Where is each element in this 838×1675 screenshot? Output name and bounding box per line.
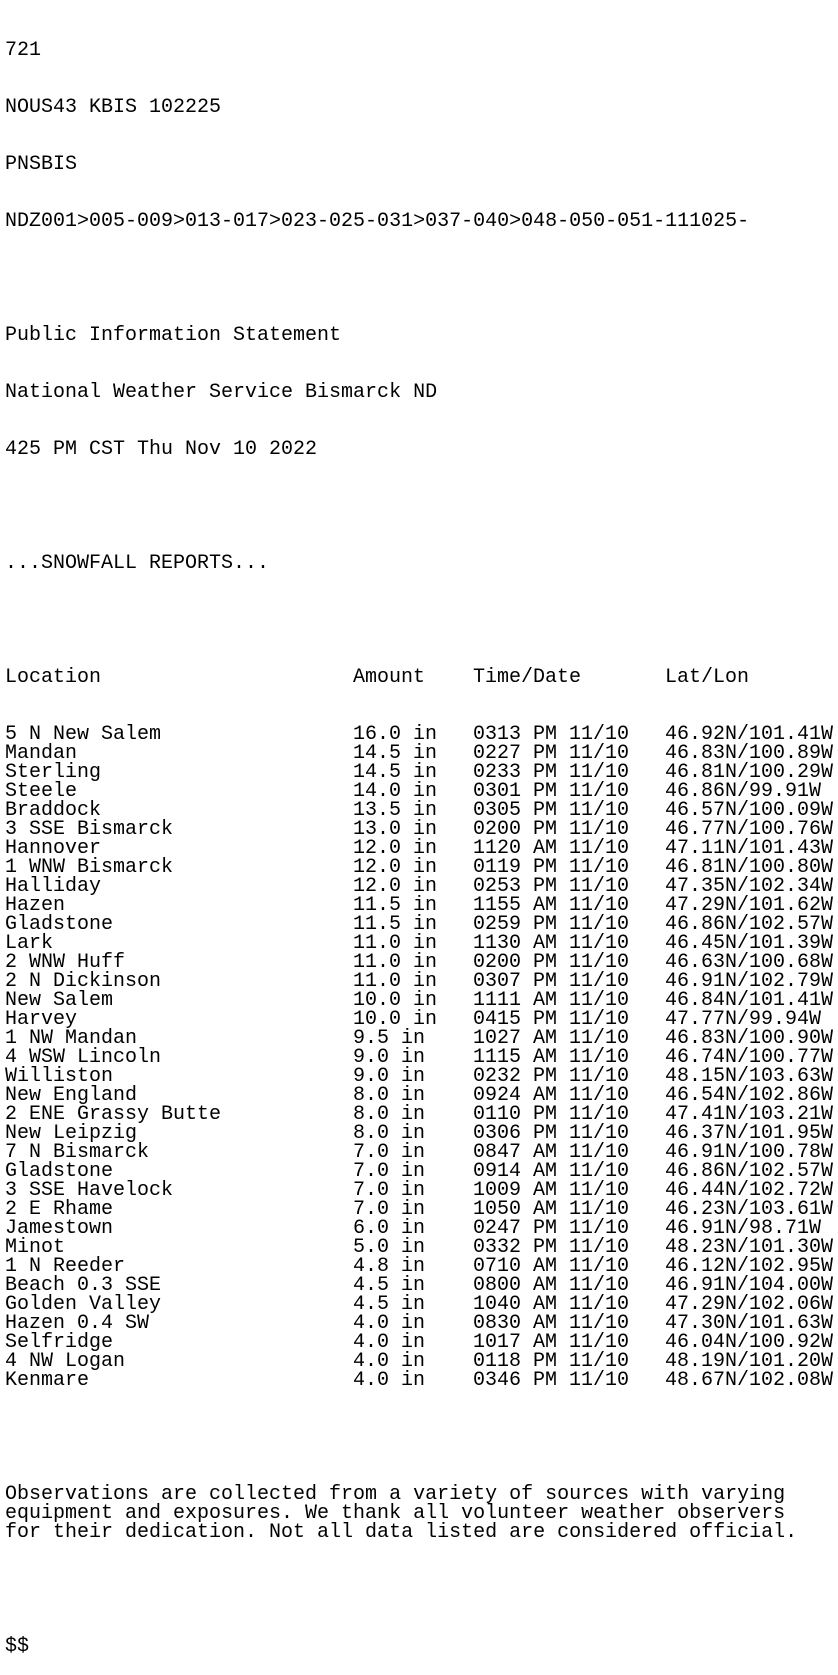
lat-lon-cell: 47.29N/101.62W [665, 894, 834, 917]
amount-cell: 4.0 in [353, 1312, 426, 1335]
lat-lon-cell: 46.12N/102.95W [665, 1255, 834, 1278]
amount-cell: 14.5 in [353, 761, 438, 784]
time-date-cell: 0253 PM 11/10 [473, 875, 630, 898]
location-cell: 2 WNW Huff [5, 951, 126, 974]
location-cell: Beach 0.3 SSE [5, 1274, 162, 1297]
location-cell: Selfridge [5, 1331, 114, 1354]
amount-cell: 14.0 in [353, 780, 438, 803]
amount-cell: 8.0 in [353, 1084, 426, 1107]
location-cell: 3 SSE Havelock [5, 1179, 174, 1202]
time-date-cell: 0232 PM 11/10 [473, 1065, 630, 1088]
location-cell: New England [5, 1084, 138, 1107]
amount-cell: 5.0 in [353, 1236, 426, 1259]
location-cell: Gladstone [5, 1160, 114, 1183]
time-date-cell: 0200 PM 11/10 [473, 818, 630, 841]
time-date-cell: 0118 PM 11/10 [473, 1350, 630, 1373]
time-date-cell: 0924 AM 11/10 [473, 1084, 630, 1107]
table-row [5, 1048, 833, 1067]
location-cell: Harvey [5, 1008, 78, 1031]
lat-lon-cell: 46.44N/102.72W [665, 1179, 834, 1202]
time-date-cell: 1027 AM 11/10 [473, 1027, 630, 1050]
time-date-cell: 0247 PM 11/10 [473, 1217, 630, 1240]
amount-cell: 8.0 in [353, 1122, 426, 1145]
table-row [5, 1181, 833, 1200]
product-terminator: $$ [5, 1635, 30, 1658]
lat-lon-cell: 48.23N/101.30W [665, 1236, 834, 1259]
location-cell: 1 NW Mandan [5, 1027, 138, 1050]
table-row [5, 1086, 833, 1105]
issuing-office: National Weather Service Bismarck ND [5, 381, 438, 404]
amount-cell: 7.0 in [353, 1160, 426, 1183]
location-cell: Braddock [5, 799, 102, 822]
time-date-cell: 0301 PM 11/10 [473, 780, 630, 803]
amount-cell: 11.0 in [353, 932, 438, 955]
location-cell: Williston [5, 1065, 114, 1088]
lat-lon-cell: 46.81N/100.80W [665, 856, 834, 879]
table-row [5, 1276, 833, 1295]
location-cell: Halliday [5, 875, 102, 898]
table-row [5, 1219, 833, 1238]
table-row [5, 1352, 833, 1371]
time-date-cell: 0233 PM 11/10 [473, 761, 630, 784]
time-date-cell: 0305 PM 11/10 [473, 799, 630, 822]
footer-line: equipment and exposures. We thank all volunteer weather observers [5, 1502, 786, 1525]
wmo-header: NOUS43 KBIS 102225 [5, 96, 222, 119]
location-cell: Golden Valley [5, 1293, 162, 1316]
time-date-cell: 0259 PM 11/10 [473, 913, 630, 936]
footer-line: Observations are collected from a variety of sources with varying [5, 1483, 786, 1506]
lat-lon-cell: 46.91N/104.00W [665, 1274, 834, 1297]
spacer [5, 1580, 833, 1599]
time-date-cell: 0332 PM 11/10 [473, 1236, 630, 1259]
location-cell: 2 N Dickinson [5, 970, 162, 993]
lat-lon-cell: 46.23N/103.61W [665, 1198, 834, 1221]
time-date-cell: 0119 PM 11/10 [473, 856, 630, 879]
amount-cell: 9.0 in [353, 1046, 426, 1069]
spacer [5, 1428, 833, 1447]
issue-time: 425 PM CST Thu Nov 10 2022 [5, 438, 318, 461]
table-row [5, 1238, 833, 1257]
lat-lon-cell: 46.84N/101.41W [665, 989, 834, 1012]
location-cell: 5 N New Salem [5, 723, 162, 746]
location-cell: Mandan [5, 742, 78, 765]
time-date-cell: 0710 AM 11/10 [473, 1255, 630, 1278]
time-date-cell: 0307 PM 11/10 [473, 970, 630, 993]
amount-cell: 14.5 in [353, 742, 438, 765]
lat-lon-cell: 46.92N/101.41W [665, 723, 834, 746]
lat-lon-cell: 48.15N/103.63W [665, 1065, 834, 1088]
location-cell: Kenmare [5, 1369, 90, 1392]
location-cell: 4 NW Logan [5, 1350, 126, 1373]
time-date-cell: 0306 PM 11/10 [473, 1122, 630, 1145]
location-cell: 3 SSE Bismarck [5, 818, 174, 841]
amount-cell: 11.5 in [353, 913, 438, 936]
lat-lon-cell: 46.91N/100.78W [665, 1141, 834, 1164]
location-cell: Lark [5, 932, 54, 955]
public-information-statement [5, 3, 833, 1675]
lat-lon-cell: 46.54N/102.86W [665, 1084, 834, 1107]
location-cell: New Salem [5, 989, 114, 1012]
lat-lon-cell: 48.67N/102.08W [665, 1369, 834, 1392]
amount-cell: 10.0 in [353, 1008, 438, 1031]
amount-cell: 7.0 in [353, 1179, 426, 1202]
time-date-cell: 0346 PM 11/10 [473, 1369, 630, 1392]
amount-cell: 10.0 in [353, 989, 438, 1012]
time-date-cell: 1009 AM 11/10 [473, 1179, 630, 1202]
location-cell: 1 N Reeder [5, 1255, 126, 1278]
table-row [5, 1162, 833, 1181]
sequence-number: 721 [5, 39, 42, 62]
location-cell: New Leipzig [5, 1122, 138, 1145]
location-cell: Steele [5, 780, 78, 803]
column-header-location: Location [5, 666, 102, 689]
table-row [5, 1105, 833, 1124]
lat-lon-cell: 46.04N/100.92W [665, 1331, 834, 1354]
time-date-cell: 0415 PM 11/10 [473, 1008, 630, 1031]
lat-lon-cell: 46.57N/100.09W [665, 799, 834, 822]
ugc-zones: NDZ001>005-009>013-017>023-025-031>037-040>048-050-051-111025- [5, 210, 750, 233]
location-cell: 2 E Rhame [5, 1198, 114, 1221]
time-date-cell: 0227 PM 11/10 [473, 742, 630, 765]
amount-cell: 7.0 in [353, 1198, 426, 1221]
amount-cell: 4.5 in [353, 1293, 426, 1316]
location-cell: Gladstone [5, 913, 114, 936]
lat-lon-cell: 46.77N/100.76W [665, 818, 834, 841]
lat-lon-cell: 48.19N/101.20W [665, 1350, 834, 1373]
lat-lon-cell: 47.77N/99.94W [665, 1008, 822, 1031]
lat-lon-cell: 46.37N/101.95W [665, 1122, 834, 1145]
table-row [5, 1200, 833, 1219]
table-header [5, 668, 833, 687]
amount-cell: 9.0 in [353, 1065, 426, 1088]
amount-cell: 16.0 in [353, 723, 438, 746]
table-row [5, 1333, 833, 1352]
table-row [5, 1295, 833, 1314]
lat-lon-cell: 46.86N/102.57W [665, 1160, 834, 1183]
section-heading: ...SNOWFALL REPORTS... [5, 552, 270, 575]
column-header-time-date: Time/Date [473, 666, 582, 689]
time-date-cell: 1040 AM 11/10 [473, 1293, 630, 1316]
amount-cell: 12.0 in [353, 875, 438, 898]
time-date-cell: 1050 AM 11/10 [473, 1198, 630, 1221]
amount-cell: 11.0 in [353, 970, 438, 993]
amount-cell: 8.0 in [353, 1103, 426, 1126]
amount-cell: 4.0 in [353, 1369, 426, 1392]
spacer [5, 611, 833, 630]
lat-lon-cell: 46.63N/100.68W [665, 951, 834, 974]
time-date-cell: 0110 PM 11/10 [473, 1103, 630, 1126]
lat-lon-cell: 47.29N/102.06W [665, 1293, 834, 1316]
time-date-cell: 1130 AM 11/10 [473, 932, 630, 955]
statement-title: Public Information Statement [5, 324, 342, 347]
location-cell: Hazen [5, 894, 66, 917]
location-cell: 4 WSW Lincoln [5, 1046, 162, 1069]
lat-lon-cell: 46.83N/100.90W [665, 1027, 834, 1050]
location-cell: Jamestown [5, 1217, 114, 1240]
table-row [5, 1143, 833, 1162]
location-cell: Sterling [5, 761, 102, 784]
footer-note [5, 1485, 833, 1542]
lat-lon-cell: 47.11N/101.43W [665, 837, 834, 860]
time-date-cell: 0830 AM 11/10 [473, 1312, 630, 1335]
time-date-cell: 0313 PM 11/10 [473, 723, 630, 746]
amount-cell: 9.5 in [353, 1027, 426, 1050]
time-date-cell: 0914 AM 11/10 [473, 1160, 630, 1183]
table-row [5, 1257, 833, 1276]
location-cell: 2 ENE Grassy Butte [5, 1103, 222, 1126]
amount-cell: 12.0 in [353, 837, 438, 860]
table-row [5, 1067, 833, 1086]
amount-cell: 4.8 in [353, 1255, 426, 1278]
amount-cell: 13.0 in [353, 818, 438, 841]
spacer [5, 497, 833, 516]
awips-id: PNSBIS [5, 153, 78, 176]
lat-lon-cell: 46.91N/98.71W [665, 1217, 822, 1240]
footer-line: for their dedication. Not all data listed are considered official. [5, 1521, 798, 1544]
time-date-cell: 1115 AM 11/10 [473, 1046, 630, 1069]
lat-lon-cell: 46.86N/99.91W [665, 780, 822, 803]
column-header-amount: Amount [353, 666, 426, 689]
location-cell: Hannover [5, 837, 102, 860]
location-cell: 1 WNW Bismarck [5, 856, 174, 879]
time-date-cell: 1155 AM 11/10 [473, 894, 630, 917]
lat-lon-cell: 46.86N/102.57W [665, 913, 834, 936]
lat-lon-cell: 47.41N/103.21W [665, 1103, 834, 1126]
lat-lon-cell: 46.91N/102.79W [665, 970, 834, 993]
location-cell: Minot [5, 1236, 66, 1259]
spacer [5, 269, 833, 288]
table-row [5, 1124, 833, 1143]
amount-cell: 11.0 in [353, 951, 438, 974]
time-date-cell: 1017 AM 11/10 [473, 1331, 630, 1354]
amount-cell: 7.0 in [353, 1141, 426, 1164]
location-cell: 7 N Bismarck [5, 1141, 150, 1164]
amount-cell: 4.5 in [353, 1274, 426, 1297]
lat-lon-cell: 47.35N/102.34W [665, 875, 834, 898]
amount-cell: 6.0 in [353, 1217, 426, 1240]
table-row [5, 1371, 833, 1390]
amount-cell: 4.0 in [353, 1331, 426, 1354]
amount-cell: 12.0 in [353, 856, 438, 879]
lat-lon-cell: 46.45N/101.39W [665, 932, 834, 955]
location-cell: Hazen 0.4 SW [5, 1312, 150, 1335]
amount-cell: 4.0 in [353, 1350, 426, 1373]
lat-lon-cell: 46.74N/100.77W [665, 1046, 834, 1069]
lat-lon-cell: 47.30N/101.63W [665, 1312, 834, 1335]
time-date-cell: 1111 AM 11/10 [473, 989, 630, 1012]
table-row [5, 1029, 833, 1048]
report-table-body [5, 725, 833, 1390]
amount-cell: 13.5 in [353, 799, 438, 822]
lat-lon-cell: 46.83N/100.89W [665, 742, 834, 765]
amount-cell: 11.5 in [353, 894, 438, 917]
lat-lon-cell: 46.81N/100.29W [665, 761, 834, 784]
time-date-cell: 0200 PM 11/10 [473, 951, 630, 974]
time-date-cell: 0847 AM 11/10 [473, 1141, 630, 1164]
time-date-cell: 1120 AM 11/10 [473, 837, 630, 860]
column-header-lat-lon: Lat/Lon [665, 666, 750, 689]
time-date-cell: 0800 AM 11/10 [473, 1274, 630, 1297]
table-row [5, 1314, 833, 1333]
